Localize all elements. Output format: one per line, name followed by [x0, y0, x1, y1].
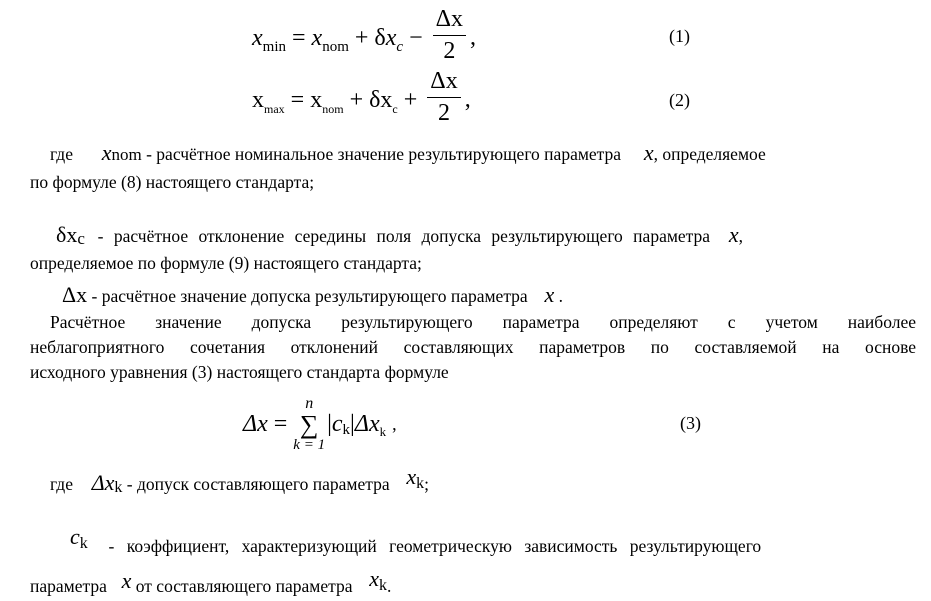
def5-line2 — [30, 566, 392, 598]
def4-symbol: Δx — [91, 470, 115, 495]
eq2-x-c: x — [380, 86, 393, 113]
eq1-plus: + — [354, 24, 369, 51]
def5-dot: . — [387, 576, 392, 596]
def5-text2a: параметра — [30, 576, 107, 596]
eq3-abs-open: | — [327, 410, 332, 437]
def5-text2b: от составляющего параметра — [135, 576, 353, 596]
eq3-dx-sub: k — [379, 424, 387, 439]
def4-symbol-x: x — [406, 464, 417, 489]
def5-symbol-sub: k — [79, 535, 88, 552]
eq1-x-c: x — [385, 24, 397, 51]
def2-line1 — [56, 222, 916, 248]
eq1-equals: = — [292, 24, 306, 51]
def1-symbol-x: x — [101, 140, 112, 165]
def4-line — [50, 464, 430, 496]
def1-symbol-sub: nom — [111, 145, 142, 164]
eq2-max-subscript: max — [264, 101, 285, 116]
eq1-comma: , — [470, 24, 477, 51]
para-line1: Расчётное значение допуска результирующего параметра определяют с учетом наиболее — [50, 312, 916, 332]
eq1-denominator: 2 — [443, 38, 456, 64]
eq2-c-subscript: c — [392, 101, 398, 116]
eq2-denominator: 2 — [438, 100, 451, 126]
def4-semi: ; — [424, 474, 430, 494]
eq2-comma: , — [464, 86, 471, 113]
eq3-sigma: ∑ — [299, 409, 319, 439]
def1-text1: - расчётное номинальное значение результирующего параметра — [146, 144, 622, 164]
eq2-x: x — [252, 86, 264, 113]
def2-comma: , — [738, 226, 743, 246]
eq1-x: x — [252, 24, 263, 51]
def3-symbol: Δx — [62, 282, 88, 307]
def5-symbol: c — [70, 524, 80, 549]
eq1-fraction — [433, 4, 466, 66]
def5-text: - коэффициент, характеризующий геометрическую зависимость результирующего — [108, 536, 762, 556]
def1-line1 — [50, 140, 920, 166]
def1-text2: , определяемое — [653, 144, 766, 164]
eq1-x-nom: x — [311, 24, 323, 51]
eq3-lhs: Δx — [243, 410, 268, 437]
eq2-numerator: Δx — [427, 66, 460, 98]
eq3-lower-limit: k = 1 — [293, 436, 326, 453]
def4-lead: где — [50, 474, 73, 494]
equation-3 — [243, 388, 397, 460]
eq1-minus: − — [409, 24, 423, 51]
eq2-fraction — [427, 66, 460, 128]
def5-symbol-x: x — [121, 568, 132, 593]
equation-1 — [252, 8, 476, 68]
eq1-c-subscript: c — [396, 38, 404, 55]
para-line3: исходного уравнения (3) настоящего стандарта формуле — [30, 362, 449, 382]
eq1-delta: δ — [374, 24, 386, 51]
def2-symbol-x: x — [728, 222, 739, 247]
def2-text: - расчётное отклонение середины поля допуска результирующего параметра — [97, 226, 711, 246]
eq3-c-sub: k — [342, 421, 351, 438]
def3-line — [62, 282, 563, 308]
def4-symbol-x-sub: k — [416, 475, 425, 492]
eq3-sum — [293, 396, 325, 453]
eq3-comma: , — [392, 413, 397, 434]
eq1-numerator: Δx — [433, 4, 466, 36]
def3-text: - расчётное значение допуска результирующего параметра — [91, 286, 528, 306]
eq1-nom-subscript: nom — [322, 38, 349, 55]
def1-symbol-x2: x — [643, 140, 654, 165]
def4-symbol-sub: k — [114, 479, 123, 496]
eq3-upper-limit: n — [305, 394, 314, 412]
equation-3-number: (3) — [680, 413, 701, 433]
eq3-abs-close: | — [350, 410, 355, 437]
eq3-equals: = — [273, 410, 288, 437]
equation-2-number: (2) — [669, 90, 690, 110]
eq2-plus2: + — [403, 86, 418, 113]
eq3-c: c — [331, 410, 343, 437]
def3-symbol-x: x — [544, 282, 555, 307]
def2-line2: определяемое по формуле (9) настоящего стандарта; — [30, 253, 422, 273]
def5-symbol-x2: x — [369, 566, 380, 591]
para-line2: неблагоприятного сочетания отклонений составляющих параметров по составляемой на основе — [30, 337, 916, 357]
def2-symbol-sub: c — [77, 229, 85, 248]
def5-line1 — [70, 524, 916, 558]
eq2-plus: + — [349, 86, 364, 113]
eq3-dx: Δx — [354, 410, 380, 437]
def2-symbol: δxc — [56, 222, 85, 248]
eq2-equals: = — [290, 86, 305, 113]
def1-lead: где — [50, 144, 73, 164]
eq2-x-nom: x — [310, 86, 323, 113]
def3-dot: . — [558, 286, 563, 306]
equation-1-number: (1) — [669, 26, 690, 46]
def4-text: - допуск составляющего параметра — [126, 474, 390, 494]
eq1-min-subscript: min — [262, 38, 286, 55]
eq2-delta: δ — [369, 86, 381, 113]
equation-2 — [252, 70, 471, 130]
eq2-nom-subscript: nom — [322, 101, 344, 116]
def5-symbol-x2-sub: k — [379, 577, 388, 594]
def1-line2: по формуле (8) настоящего стандарта; — [30, 172, 315, 192]
